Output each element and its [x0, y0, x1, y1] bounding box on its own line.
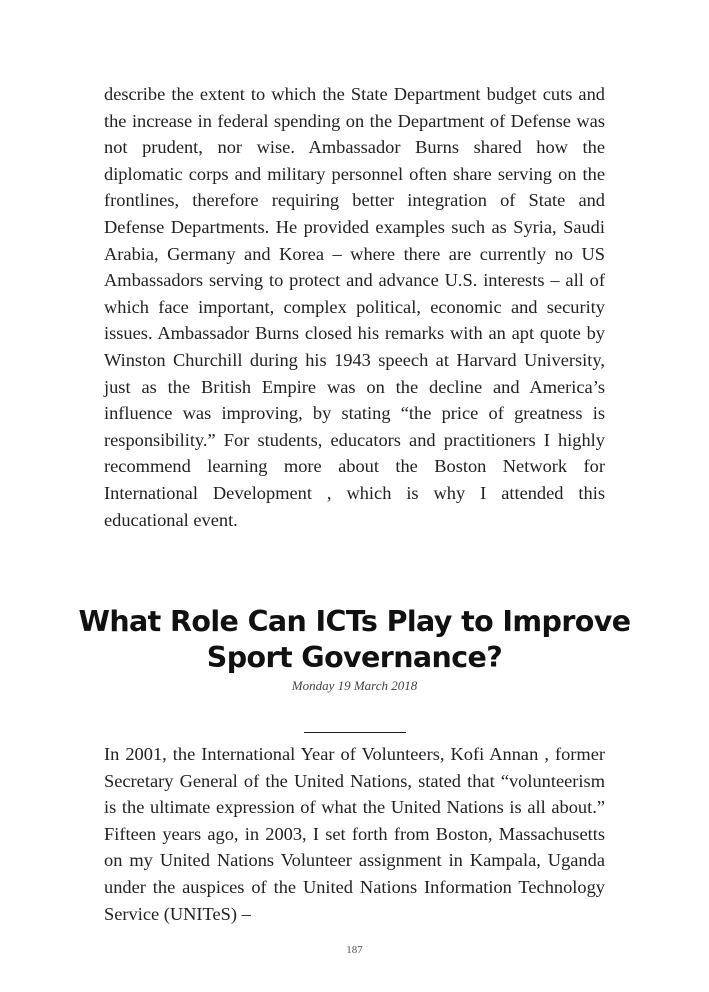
opening-paragraph: In 2001, the International Year of Volunteers, Kofi Annan , former Secretary General of the United Nations, stated that “volunteerism is the ultimate expression of what the United Nations is all about.” Fifteen years ago, in 2003, I set forth from Boston, Massachusetts on my United Nations Volunteer assignment in Kampala, Uganda under the auspices of the United Nations Information Technology Service (UNITeS) – — [104, 744, 605, 924]
continuation-paragraph: describe the extent to which the State Department budget cuts and the increase in federal spending on the Department of Defense was not prudent, nor wise. Ambassador Burns shared how the diplomatic corps and military personnel often share serving on the frontlines, therefore requiring better integration of State and Defense Departments. He provided examples such as Syria, Saudi Arabia, Germany and Korea – where there are currently no US Ambassadors serving to protect and advance U.S. interests – all of which face important, complex political, economic and security issues. Ambassador Burns closed his remarks with an apt quote by Winston Churchill during his 1943 speech at Harvard University, just as the British Empire was on the decline and America’s influence was improving, by stating “the price of greatness is responsibility.” For students, educators and practitioners I highly recommend learning more about the Boston Network for International Development , which is why I attended this educational event. — [104, 84, 605, 530]
section-divider — [304, 732, 406, 733]
article-date: Monday 19 March 2018 — [291, 678, 418, 693]
page-number: 187 — [346, 944, 363, 956]
article-title: What Role Can ICTs Play to Improve Sport Governance? — [78, 605, 631, 674]
